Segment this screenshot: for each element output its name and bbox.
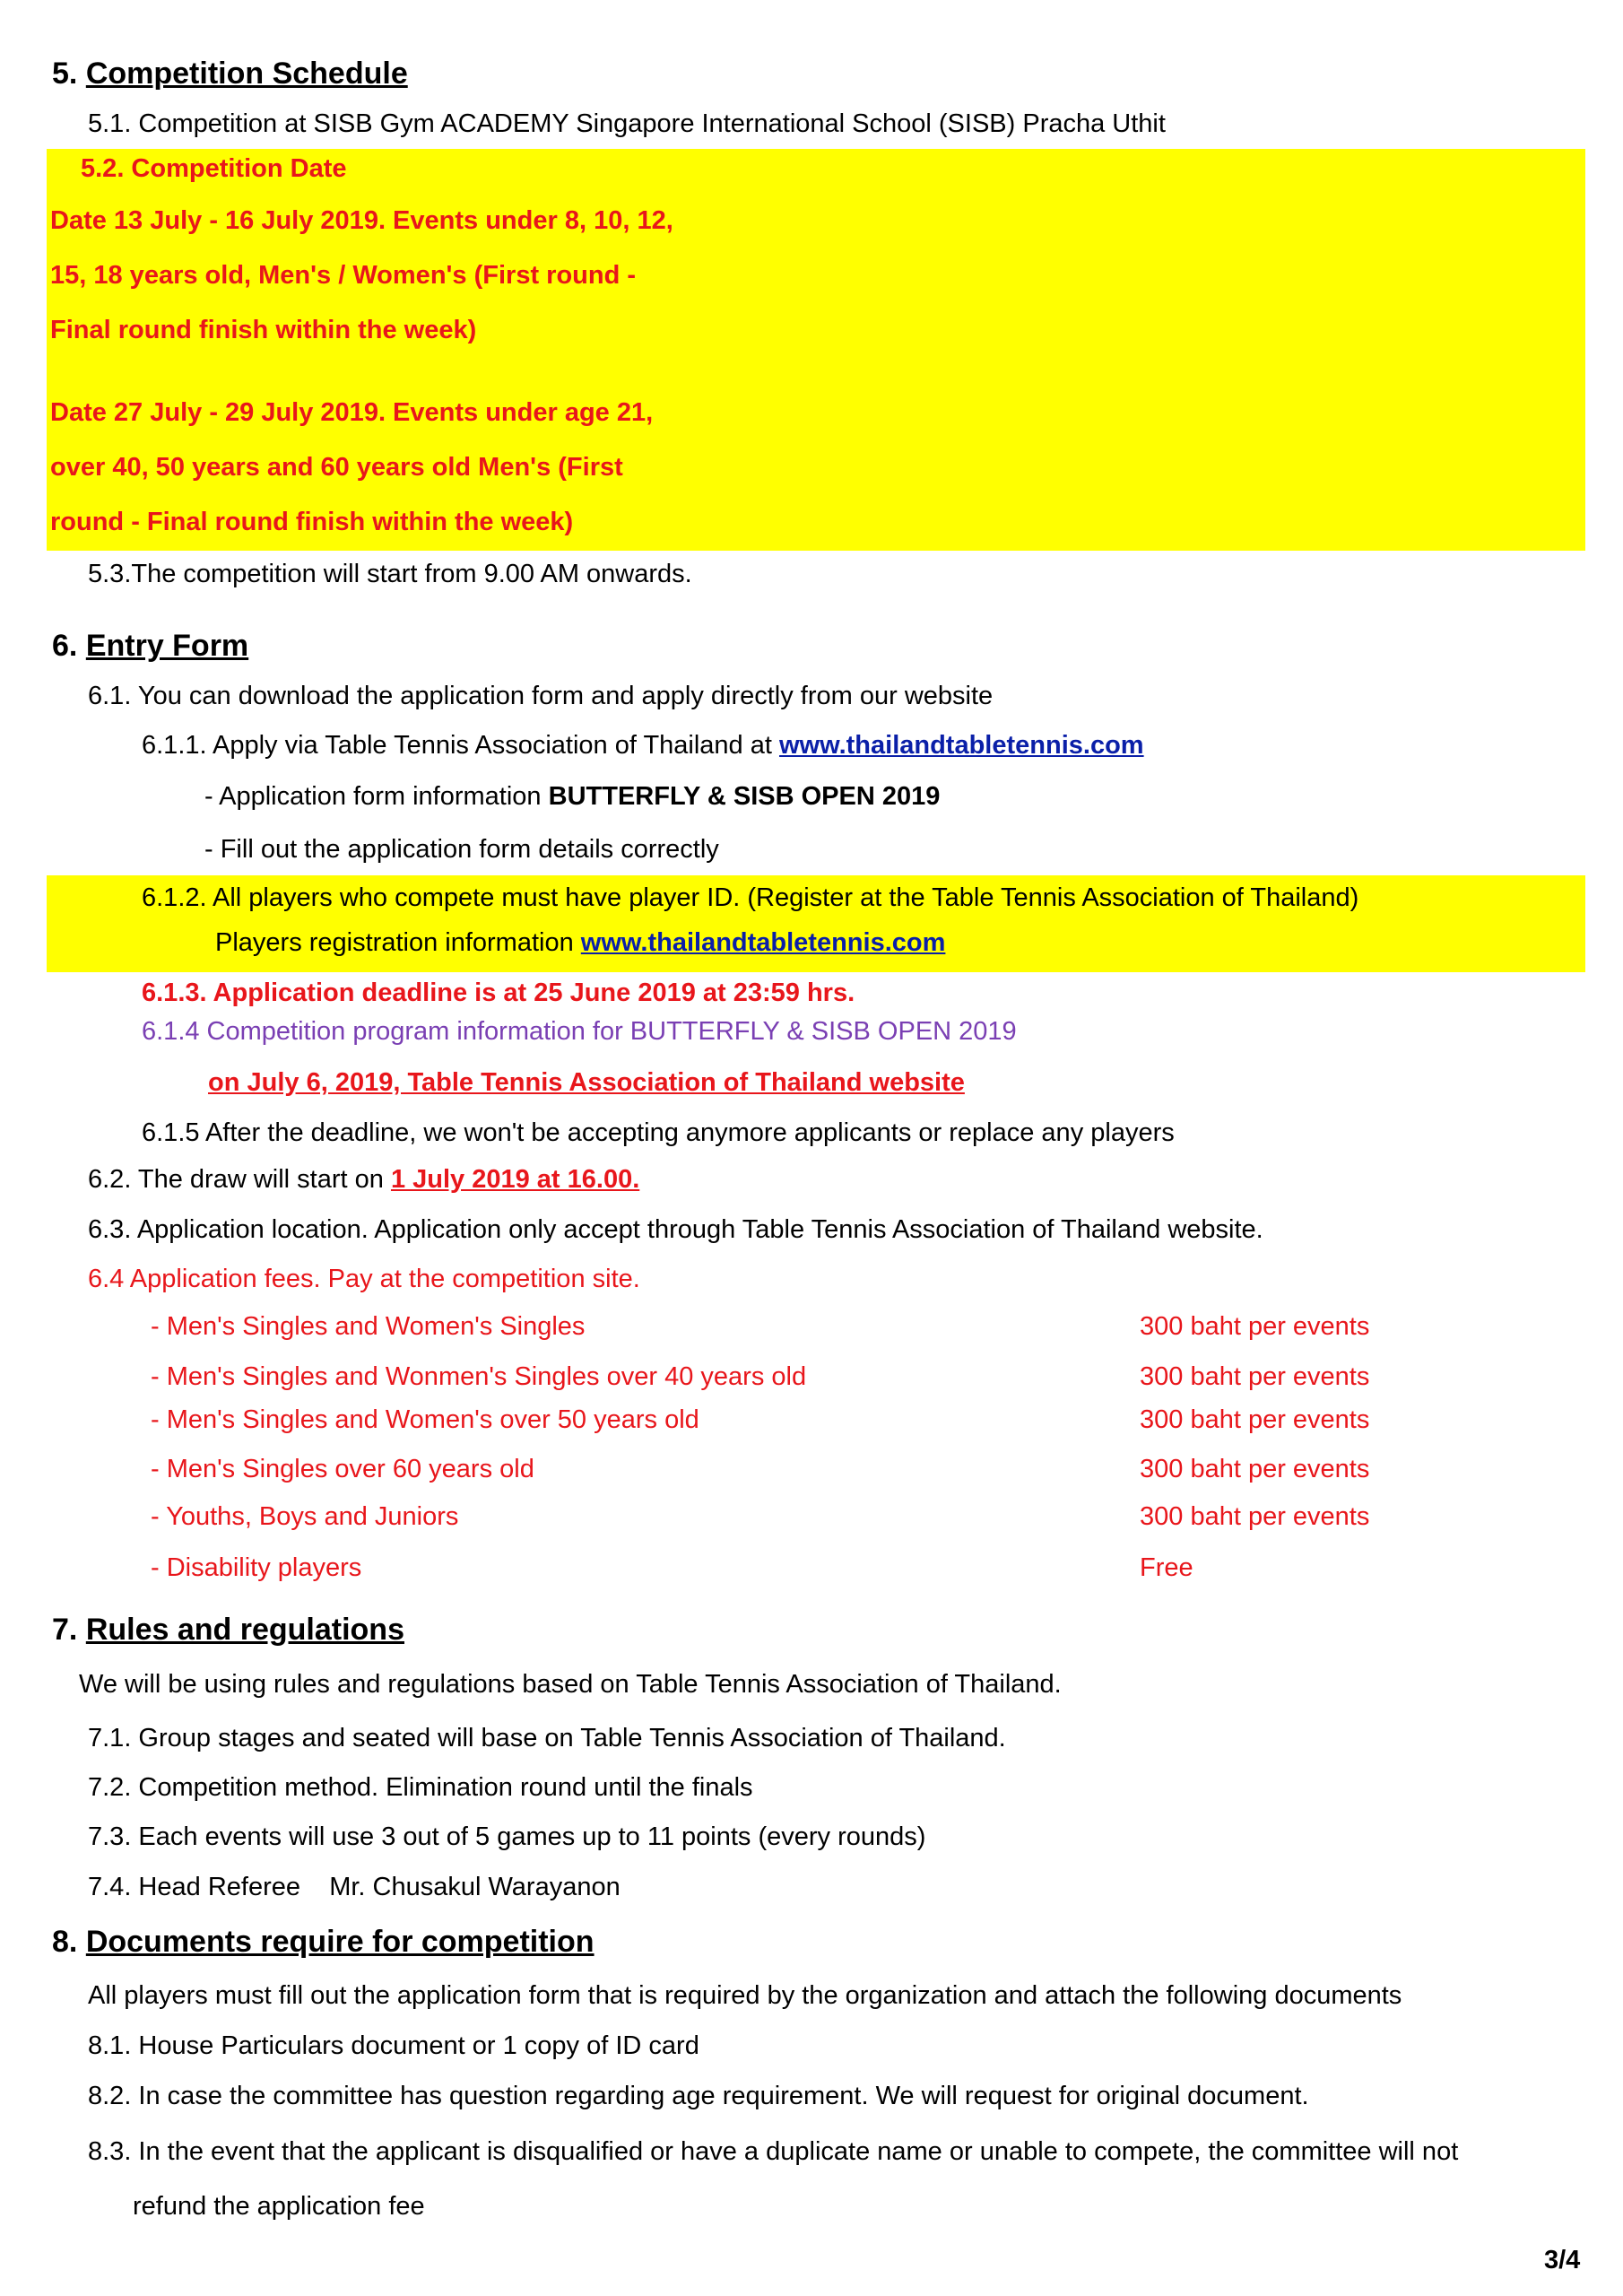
fee-label: - Men's Singles over 60 years old [151,1455,534,1483]
item-6-1-1-sub-2: - Fill out the application form details correctly [204,835,719,864]
item-5-2-heading: 5.2. Competition Date [81,154,347,183]
fee-amount: 300 baht per events [1140,1405,1370,1434]
item-text: 6.2. The draw will start on [88,1165,391,1194]
date-line: Date 27 July - 29 July 2019. Events under age 21, [50,398,654,427]
website-link[interactable]: www.thailandtabletennis.com [778,731,1144,760]
item-6-2 [88,1164,639,1196]
item-8-3: 8.3. In the event that the applicant is disqualified or have a duplicate name or unable to compete, the committee will not [88,2137,1459,2166]
section-number: 8. [52,1925,78,1959]
item-5-1: 5.1. Competition at SISB Gym ACADEMY Singapore International School (SISB) Pracha Uthit [88,109,1166,138]
section-number: 6. [52,629,78,663]
item-7-2: 7.2. Competition method. Elimination round until the finals [88,1773,753,1802]
section-6-heading [52,628,248,665]
page-number: 3/4 [1544,2246,1581,2274]
item-7-3: 7.3. Each events will use 3 out of 5 games up to 11 points (every rounds) [88,1822,926,1851]
section-5-heading [52,56,408,92]
draw-date: 1 July 2019 at 16.00. [390,1165,640,1194]
fee-label: - Men's Singles and Women's over 50 years old [151,1405,699,1434]
fee-label: - Youths, Boys and Juniors [151,1502,459,1531]
item-6-1-3: 6.1.3. Application deadline is at 25 June 2019 at 23:59 hrs. [142,978,855,1007]
item-6-1-5: 6.1.5 After the deadline, we won't be accepting anymore applicants or replace any players [142,1118,1175,1147]
item-text: - Application form information [204,782,549,811]
date-line: over 40, 50 years and 60 years old Men's (First [50,453,623,482]
section-number: 5. [52,57,78,91]
item-5-3: 5.3.The competition will start from 9.00 AM onwards. [88,560,692,588]
date-line: 15, 18 years old, Men's / Women's (First round - [50,261,637,290]
item-7-4: 7.4. Head Referee Mr. Chusakul Warayanon [88,1873,621,1901]
section-7-intro: We will be using rules and regulations based on Table Tennis Association of Thailand. [79,1670,1062,1699]
item-8-2: 8.2. In case the committee has question regarding age requirement. We will request for original document. [88,2082,1309,2110]
item-6-1-1-sub-1 [204,781,940,813]
fee-label: - Disability players [151,1553,362,1582]
item-6-1: 6.1. You can download the application form and apply directly from our website [88,682,994,710]
item-6-1-4: 6.1.4 Competition program information for BUTTERFLY & SISB OPEN 2019 [142,1017,1017,1046]
section-8-heading [52,1924,595,1961]
date-line: Final round finish within the week) [50,316,477,344]
item-6-1-2-cont [215,927,945,959]
item-6-1-2: 6.1.2. All players who compete must have player ID. (Register at the Table Tennis Association of Thailand) [142,883,1359,912]
section-title: Entry Form [85,629,249,663]
section-number: 7. [52,1613,78,1647]
item-7-1: 7.1. Group stages and seated will base on Table Tennis Association of Thailand. [88,1724,1006,1752]
date-line: Date 13 July - 16 July 2019. Events under 8, 10, 12, [50,206,673,235]
event-name: BUTTERFLY & SISB OPEN 2019 [548,782,941,811]
item-8-3-cont: refund the application fee [133,2192,425,2221]
section-7-heading [52,1612,404,1648]
fee-amount: 300 baht per events [1140,1455,1370,1483]
fee-amount: 300 baht per events [1140,1312,1370,1341]
fee-amount: Free [1140,1553,1193,1582]
item-text: 6.1.1. Apply via Table Tennis Association of Thailand at [142,731,779,760]
item-6-4: 6.4 Application fees. Pay at the competition site. [88,1265,640,1293]
fee-label: - Men's Singles and Women's Singles [151,1312,586,1341]
fee-label: - Men's Singles and Wonmen's Singles over 40 years old [151,1362,807,1391]
item-6-3: 6.3. Application location. Application only accept through Table Tennis Association of Thailand website. [88,1215,1263,1244]
section-title: Rules and regulations [85,1613,404,1647]
section-title: Documents require for competition [85,1925,595,1959]
item-6-1-4-cont: on July 6, 2019, Table Tennis Association of Thailand website [208,1068,965,1097]
item-6-1-1 [142,730,1144,761]
website-link[interactable]: www.thailandtabletennis.com [580,928,946,957]
item-8-1: 8.1. House Particulars document or 1 copy of ID card [88,2031,699,2060]
section-8-intro: All players must fill out the application form that is required by the organization and attach the following documents [88,1981,1402,2010]
date-line: round - Final round finish within the week) [50,508,574,536]
item-text: Players registration information [215,928,581,957]
fee-amount: 300 baht per events [1140,1502,1370,1531]
fee-amount: 300 baht per events [1140,1362,1370,1391]
section-title: Competition Schedule [85,57,408,91]
